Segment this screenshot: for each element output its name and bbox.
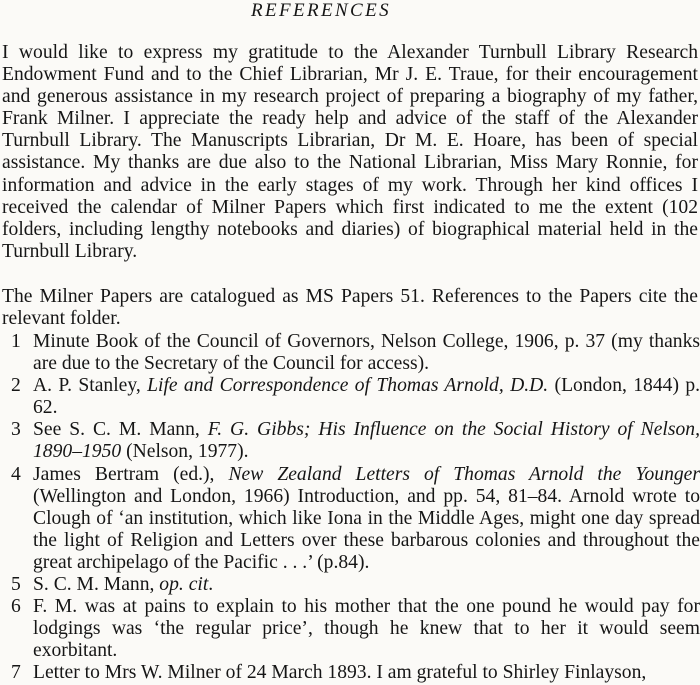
note-text xyxy=(33,375,700,419)
note-title-italic: New Zealand Letters of Thomas Arnold the Younger xyxy=(228,463,700,485)
note-item xyxy=(0,375,700,419)
note-number: 4 xyxy=(11,463,21,485)
note-text xyxy=(33,596,700,662)
note-item xyxy=(0,596,700,662)
note-text-segment: Minute Book of the Council of Governors, Nelson College, 1906, p. 37 (my thanks are due to the Secretary of the Council for access). xyxy=(33,331,700,375)
note-number: 1 xyxy=(11,331,21,352)
note-item xyxy=(0,464,700,574)
note-title-italic: op. cit xyxy=(159,574,209,596)
note-text-segment: A. P. Stanley, xyxy=(33,375,148,397)
note-title-italic: Life and Correspondence of Thomas Arnold, D.D. xyxy=(147,375,549,397)
note-text-segment: James Bertram (ed.), xyxy=(33,463,229,485)
note-number: 2 xyxy=(11,375,21,397)
note-text-segment: (London, 1844) p. 62. xyxy=(33,375,700,419)
note-item xyxy=(0,574,700,596)
note-title-italic: F. G. Gibbs; His Influence on the Social History of Nelson, 1890–1950 xyxy=(33,419,700,463)
note-number: 6 xyxy=(11,596,21,618)
note-text-segment: (Nelson, 1977). xyxy=(121,441,249,463)
papers-paragraph: The Milner Papers are catalogued as MS Papers 51. References to the Papers cite the relevant folder. xyxy=(2,286,698,330)
note-text-segment: See S. C. M. Mann, xyxy=(33,419,208,441)
note-text-segment: Letter to Mrs W. Milner of 24 March 1893. I am grateful to Shirley Finlayson, xyxy=(33,662,647,684)
note-item xyxy=(0,419,700,463)
intro-paragraph: I would like to express my gratitude to the Alexander Turnbull Library Research Endowment Fund and to the Chief Librarian, Mr J. E. Traue, for their encouragement and generous assistance in my research project of preparing a biography of my father, Frank Milner. I appreciate the ready help and advice of the staff of the Alexander Turnbull Library. The Manuscripts Librarian, Dr M. E. Hoare, has been of special assistance. My thanks are due also to the National Librarian, Miss Mary Ronnie, for information and advice in the early stages of my work. Through her kind offices I received the calendar of Milner Papers which first indicated to me the extent (102 folders, including lengthy notebooks and diaries) of biographical material held in the Turnbull Library. xyxy=(2,42,698,262)
note-text-segment: (Wellington and London, 1966) Introduction, and pp. 54, 81–84. Arnold wrote to Clough of ‘an institution, which like Iona in the Middle Ages, might one day spread the light of Religion and Letters over these barbarous colonies and throughout the great archipelago of the Pacific . . .’ (p.84). xyxy=(33,485,700,573)
note-text-segment: S. C. M. Mann, xyxy=(33,574,160,596)
note-number: 3 xyxy=(11,419,21,441)
note-text-segment: F. M. was at pains to explain to his mother that the one pound he would pay for lodgings was ‘the regular price’, though he knew that to her it would seem exorbitant. xyxy=(33,596,700,662)
note-item xyxy=(0,331,700,375)
notes-list xyxy=(0,331,700,685)
page-title: REFERENCES xyxy=(250,0,392,21)
note-text xyxy=(33,464,700,574)
note-text xyxy=(33,574,700,596)
note-text-segment: . xyxy=(208,574,214,596)
note-number: 5 xyxy=(11,574,21,596)
note-text xyxy=(33,331,700,375)
note-number: 7 xyxy=(11,662,21,684)
note-text xyxy=(33,419,700,463)
